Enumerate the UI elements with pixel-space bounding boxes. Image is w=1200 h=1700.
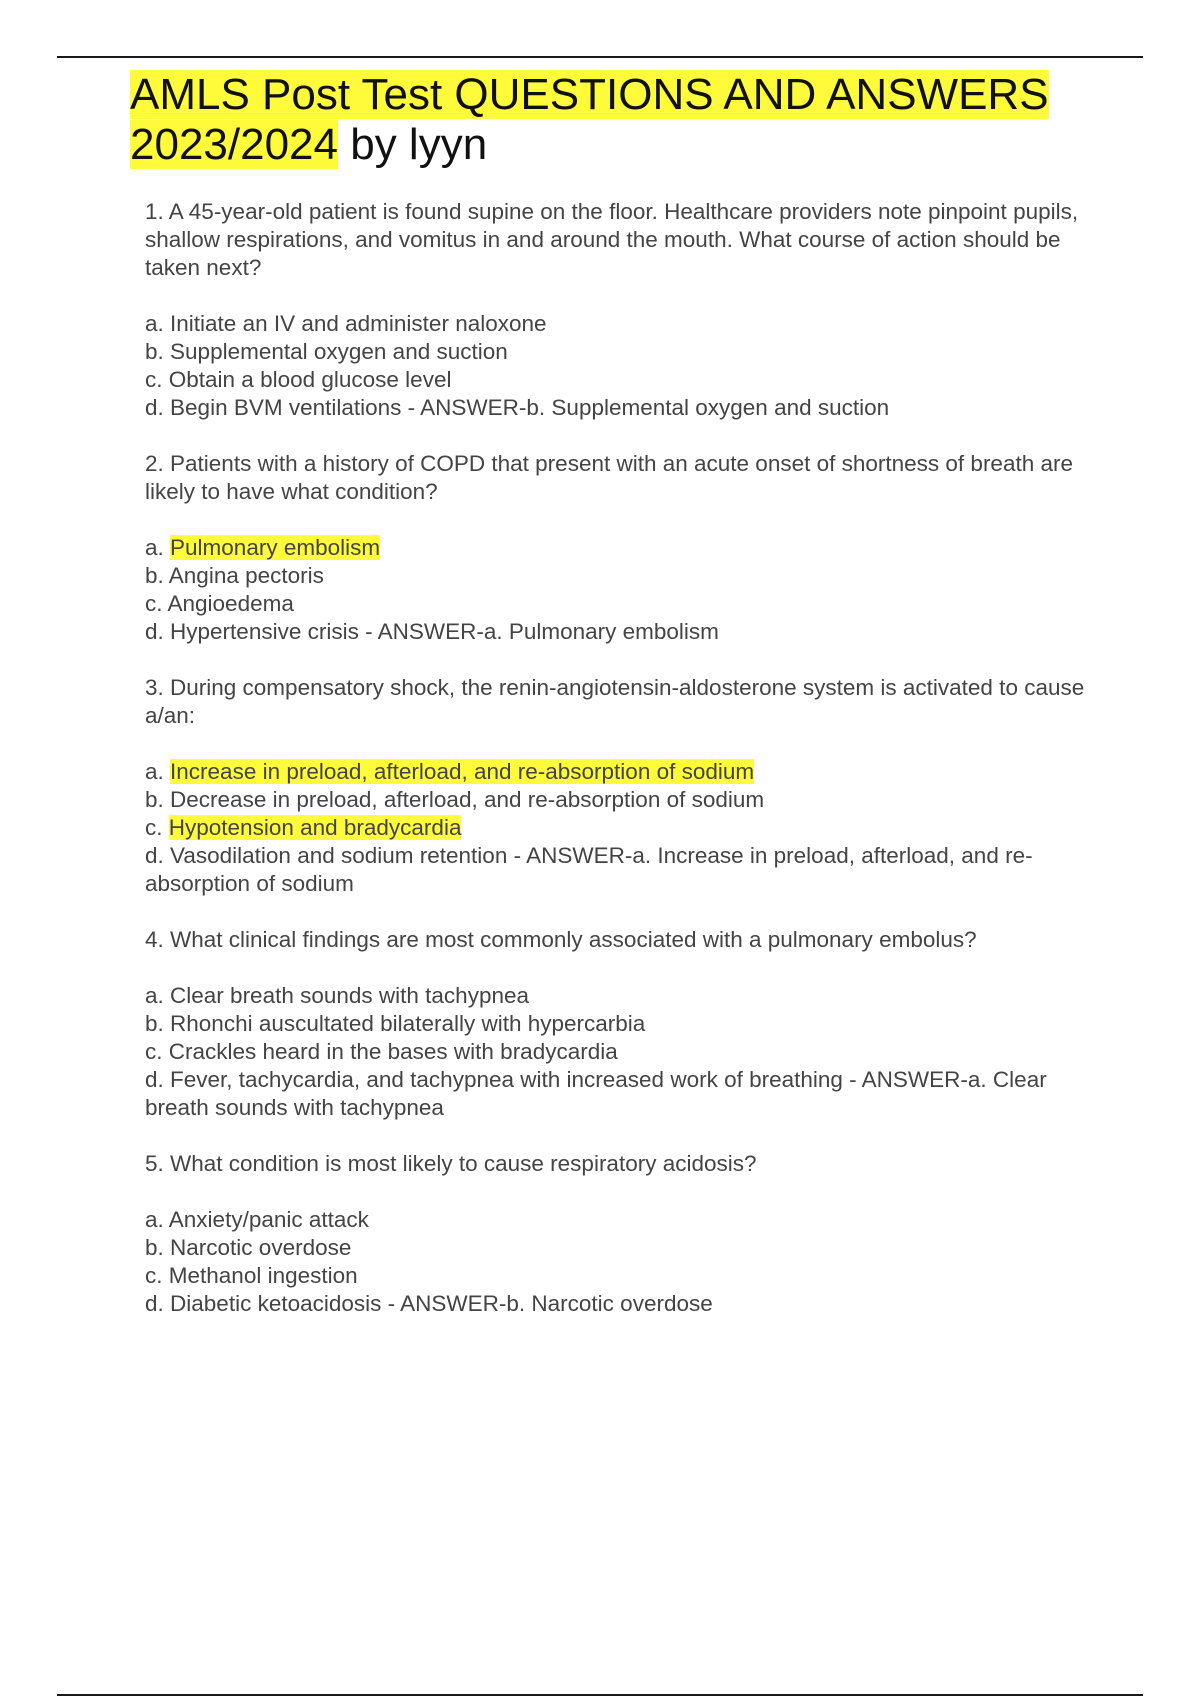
question-2-option-c xyxy=(145,590,1090,618)
bottom-rule xyxy=(57,1694,1143,1696)
title-highlight-line1: AMLS Post Test QUESTIONS AND ANSWERS xyxy=(130,70,1049,119)
title-author: by lyyn xyxy=(338,120,488,169)
option-text: Supplemental oxygen and suction xyxy=(170,339,508,364)
question-4-options xyxy=(145,982,1090,1122)
question-5-option-d-answer xyxy=(145,1290,1090,1318)
option-text: Vasodilation and sodium retention - ANSWER-a. Increase in preload, afterload, and re-absorption of sodium xyxy=(145,843,1033,896)
option-prefix: b. xyxy=(145,339,171,364)
option-prefix: a. xyxy=(145,983,171,1008)
option-text: Angina pectoris xyxy=(168,563,324,588)
document-title xyxy=(130,70,1130,170)
question-3-options xyxy=(145,758,1090,898)
option-prefix: b. xyxy=(145,563,169,588)
question-2-option-a xyxy=(145,534,1090,562)
option-text: Hypertensive crisis - ANSWER-a. Pulmonary embolism xyxy=(170,619,719,644)
option-text: Begin BVM ventilations - ANSWER-b. Supplemental oxygen and suction xyxy=(170,395,890,420)
question-1-option-a xyxy=(145,310,1090,338)
option-text-highlighted: Pulmonary embolism xyxy=(170,535,381,560)
option-text-highlighted: Hypotension and bradycardia xyxy=(168,815,462,840)
option-text: Crackles heard in the bases with bradycardia xyxy=(168,1039,618,1064)
questions-list xyxy=(145,198,1090,1346)
option-prefix: c. xyxy=(145,815,169,840)
question-5-options xyxy=(145,1206,1090,1318)
question-2-option-d-answer xyxy=(145,618,1090,646)
question-1-option-b xyxy=(145,338,1090,366)
option-prefix: a. xyxy=(145,311,171,336)
option-prefix: d. xyxy=(145,1291,171,1316)
question-4-prompt: 4. What clinical findings are most commonly associated with a pulmonary embolus? xyxy=(145,927,977,952)
option-prefix: c. xyxy=(145,367,169,392)
option-prefix: d. xyxy=(145,1067,171,1092)
option-text: Methanol ingestion xyxy=(168,1263,358,1288)
question-3-prompt: 3. During compensatory shock, the renin-angiotensin-aldosterone system is activated to cause a/an: xyxy=(145,675,1085,728)
option-prefix: d. xyxy=(145,619,171,644)
question-1-prompt: 1. A 45-year-old patient is found supine on the floor. Healthcare providers note pinpoint pupils, shallow respirations, and vomitus in and around the mouth. What course of action should be taken next? xyxy=(145,199,1079,280)
question-3-option-a xyxy=(145,758,1090,786)
option-prefix: b. xyxy=(145,1235,171,1260)
top-rule xyxy=(57,56,1143,58)
option-text: Obtain a blood glucose level xyxy=(168,367,452,392)
option-prefix: a. xyxy=(145,759,171,784)
option-text-highlighted: Increase in preload, afterload, and re-absorption of sodium xyxy=(170,759,755,784)
question-5-prompt: 5. What condition is most likely to cause respiratory acidosis? xyxy=(145,1151,757,1176)
question-3-option-d-answer xyxy=(145,842,1090,898)
option-text: Rhonchi auscultated bilaterally with hypercarbia xyxy=(170,1011,646,1036)
option-prefix: c. xyxy=(145,1039,169,1064)
option-text: Initiate an IV and administer naloxone xyxy=(170,311,547,336)
question-5-option-c xyxy=(145,1262,1090,1290)
option-text: Anxiety/panic attack xyxy=(168,1207,369,1232)
option-prefix: b. xyxy=(145,1011,171,1036)
option-text: Narcotic overdose xyxy=(170,1235,352,1260)
question-3-option-c xyxy=(145,814,1090,842)
option-prefix: d. xyxy=(145,843,171,868)
option-text: Clear breath sounds with tachypnea xyxy=(170,983,529,1008)
option-prefix: c. xyxy=(145,591,168,616)
question-5-option-a xyxy=(145,1206,1090,1234)
question-4-option-a xyxy=(145,982,1090,1010)
option-prefix: d. xyxy=(145,395,171,420)
question-3-option-b xyxy=(145,786,1090,814)
question-2-prompt: 2. Patients with a history of COPD that present with an acute onset of shortness of breath are likely to have what condition? xyxy=(145,451,1073,504)
option-prefix: b. xyxy=(145,787,171,812)
question-4-option-d-answer xyxy=(145,1066,1090,1122)
option-text: Diabetic ketoacidosis - ANSWER-b. Narcotic overdose xyxy=(170,1291,713,1316)
question-4-option-b xyxy=(145,1010,1090,1038)
question-4-option-c xyxy=(145,1038,1090,1066)
option-text: Fever, tachycardia, and tachypnea with increased work of breathing - ANSWER-a. Clear breath sounds with tachypnea xyxy=(145,1067,1047,1120)
option-text: Angioedema xyxy=(167,591,294,616)
question-2-options xyxy=(145,534,1090,646)
option-prefix: a. xyxy=(145,1207,169,1232)
option-prefix: c. xyxy=(145,1263,169,1288)
title-highlight-line2: 2023/2024 xyxy=(130,120,338,169)
question-1-option-c xyxy=(145,366,1090,394)
question-1-options xyxy=(145,310,1090,422)
option-prefix: a. xyxy=(145,535,171,560)
question-2-option-b xyxy=(145,562,1090,590)
question-5-option-b xyxy=(145,1234,1090,1262)
option-text: Decrease in preload, afterload, and re-absorption of sodium xyxy=(170,787,765,812)
question-1-option-d-answer xyxy=(145,394,1090,422)
